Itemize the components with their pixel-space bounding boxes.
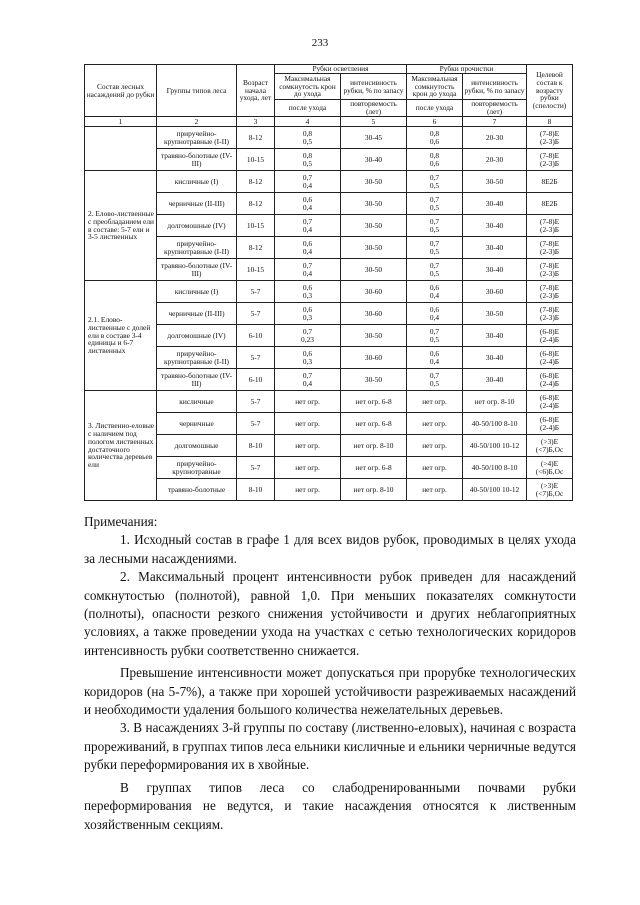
- target-composition-line: (2-3)Б: [540, 224, 560, 234]
- osv-closure: [275, 171, 341, 193]
- osv-closure-line: 0,7: [302, 260, 313, 270]
- osv-closure-line: 0,6: [302, 348, 313, 358]
- header-composition: Состав лесных насаждений до рубки: [85, 65, 157, 117]
- column-number: 6: [407, 117, 463, 127]
- target-composition-line: (6-8)Е: [539, 326, 560, 336]
- table-row: [85, 237, 573, 259]
- target-composition-line: (<7)Б,Ос: [535, 444, 564, 454]
- pr-closure-line: нет огр.: [422, 440, 447, 450]
- target-composition-line: 8Е2Б: [541, 176, 558, 186]
- osv-intensity: 30-50: [341, 369, 407, 391]
- note-3: 3. В насаждениях 3-й группы по составу (лиственно-еловых), начиная с возраста прореживаний, в группах типов леса ельники кисличные и ельники черничные ведутся рубки переформирования их в хвойные.: [84, 720, 576, 773]
- pr-intensity: 20-30: [463, 149, 527, 171]
- osv-closure-line: 0,7: [302, 172, 313, 182]
- forest-type: травяно-болотные: [157, 479, 237, 501]
- target-composition-line: (6-8)Е: [539, 414, 560, 424]
- start-age: 6-10: [237, 369, 275, 391]
- target-composition-line: (7-8)Е: [539, 150, 560, 160]
- target-composition-line: 8Е2Б: [541, 198, 558, 208]
- osv-closure-line: 0,4: [302, 224, 313, 234]
- osv-closure-line: 0,3: [302, 312, 313, 322]
- pr-intensity: 30-40: [463, 369, 527, 391]
- osv-closure: [275, 237, 341, 259]
- osv-closure-line: 0,7: [302, 370, 313, 380]
- osv-closure: [275, 435, 341, 457]
- osv-closure: [275, 457, 341, 479]
- forest-type: травяно-болотные (IV-III): [157, 369, 237, 391]
- pr-closure-line: 0,7: [429, 238, 440, 248]
- pr-intensity: нет огр. 8-10: [463, 391, 527, 413]
- table-row: [85, 303, 573, 325]
- table-row: [85, 149, 573, 171]
- pr-closure-line: 0,4: [429, 356, 440, 366]
- start-age: 8-12: [237, 171, 275, 193]
- target-composition: [527, 281, 573, 303]
- pr-closure: [407, 193, 463, 215]
- start-age: 5-7: [237, 347, 275, 369]
- target-composition-line: (2-3)Б: [540, 268, 560, 278]
- target-composition: [527, 171, 573, 193]
- pr-intensity: 30-40: [463, 193, 527, 215]
- header-forest-types: Группы типов леса: [157, 65, 237, 117]
- osv-intensity: 30-60: [341, 303, 407, 325]
- target-composition: [527, 237, 573, 259]
- pr-closure: [407, 369, 463, 391]
- pr-closure-line: 0,6: [429, 282, 440, 292]
- table-row: [85, 457, 573, 479]
- start-age: 10-15: [237, 259, 275, 281]
- table-row: [85, 127, 573, 149]
- target-composition: [527, 369, 573, 391]
- osv-closure-line: 0,8: [302, 150, 313, 160]
- pr-closure-line: 0,5: [429, 246, 440, 256]
- osv-closure: [275, 259, 341, 281]
- pr-closure: [407, 281, 463, 303]
- osv-closure: [275, 281, 341, 303]
- target-composition-line: (7-8)Е: [539, 260, 560, 270]
- osv-intensity: нет огр. 6-8: [341, 413, 407, 435]
- pr-closure-line: нет огр.: [422, 462, 447, 472]
- pr-intensity: 30-50: [463, 303, 527, 325]
- target-composition-line: (7-8)Е: [539, 282, 560, 292]
- forest-type: черничные (II-III): [157, 303, 237, 325]
- pr-closure: [407, 127, 463, 149]
- osv-closure-line: 0,8: [302, 128, 313, 138]
- header-osv-repeat: повторяемость (лет): [341, 100, 407, 117]
- target-composition-line: (2-3)Б: [540, 136, 560, 146]
- target-composition: [527, 457, 573, 479]
- pr-closure-line: 0,4: [429, 312, 440, 322]
- osv-closure-line: 0,6: [302, 238, 313, 248]
- target-composition: [527, 391, 573, 413]
- target-composition-line: (6-8)Е: [539, 348, 560, 358]
- target-composition-line: (2-4)Б: [540, 334, 560, 344]
- osv-intensity: 30-40: [341, 149, 407, 171]
- osv-closure: [275, 215, 341, 237]
- table-row: [85, 215, 573, 237]
- forest-type: приручейно-крупнотравные (I-II): [157, 127, 237, 149]
- osv-intensity: 30-60: [341, 347, 407, 369]
- osv-closure: [275, 479, 341, 501]
- start-age: 5-7: [237, 281, 275, 303]
- pr-closure-line: нет огр.: [422, 418, 447, 428]
- table-row: [85, 325, 573, 347]
- osv-intensity: нет огр. 8-10: [341, 435, 407, 457]
- osv-closure: [275, 413, 341, 435]
- target-composition-line: (7-8)Е: [539, 304, 560, 314]
- note-2-cont: Превышение интенсивности может допускаться при прорубке технологических коридоров (на 5-7%), а также при хорошей устойчивости разреживаемых насаждений и необходимости удаления большого количества нежелательных деревьев.: [84, 665, 576, 718]
- osv-closure-line: 0,3: [302, 356, 313, 366]
- start-age: 5-7: [237, 303, 275, 325]
- pr-intensity: 40-50/100 8-10: [463, 413, 527, 435]
- target-composition-line: (2-4)Б: [540, 378, 560, 388]
- osv-closure-line: нет огр.: [295, 396, 320, 406]
- pr-intensity: 30-40: [463, 325, 527, 347]
- pr-closure-line: 0,6: [429, 158, 440, 168]
- target-composition: [527, 347, 573, 369]
- table-row: [85, 479, 573, 501]
- forest-type: долгомошные (IV): [157, 215, 237, 237]
- pr-intensity: 30-60: [463, 281, 527, 303]
- osv-closure-line: 0,4: [302, 246, 313, 256]
- start-age: 10-15: [237, 215, 275, 237]
- osv-closure-line: 0,4: [302, 180, 313, 190]
- column-number: 1: [85, 117, 157, 127]
- forest-type: долгомошные: [157, 435, 237, 457]
- header-target: Целевой состав к возрасту рубки (спелости): [527, 65, 573, 117]
- note-2: 2. Максимальный процент интенсивности рубок приведен для насаждений сомкнутостью (полнотой), равной 1,0. При меньших показателях сомкнутости (полноты), опасности резкого снижения устойчивости и других неблагоприятных условиях, а также проведении ухода на участках с сетью технологических коридоров интенсивность рубки соответственно снижается.: [84, 569, 576, 658]
- pr-closure-line: 0,6: [429, 348, 440, 358]
- pr-closure: [407, 413, 463, 435]
- target-composition-line: (>3)Е: [540, 436, 559, 446]
- target-composition-line: (2-3)Б: [540, 312, 560, 322]
- start-age: 5-7: [237, 391, 275, 413]
- pr-closure-line: 0,5: [429, 334, 440, 344]
- osv-intensity: 30-50: [341, 171, 407, 193]
- forest-type: травяно-болотные (IV-III): [157, 259, 237, 281]
- pr-closure: [407, 391, 463, 413]
- table-row: [85, 435, 573, 457]
- osv-closure: [275, 369, 341, 391]
- page-number: 233: [311, 37, 329, 49]
- pr-intensity: 30-50: [463, 171, 527, 193]
- pr-closure: [407, 237, 463, 259]
- column-number: 2: [157, 117, 237, 127]
- target-composition-line: (2-3)Б: [540, 158, 560, 168]
- forest-type: кисличные: [157, 391, 237, 413]
- target-composition-line: (7-8)Е: [539, 216, 560, 226]
- pr-closure-line: 0,7: [429, 326, 440, 336]
- osv-closure-line: 0,4: [302, 202, 313, 212]
- pr-intensity: 40-50/100 10-12: [463, 435, 527, 457]
- osv-closure-line: 0,7: [302, 216, 313, 226]
- target-composition-line: (2-4)Б: [540, 356, 560, 366]
- table-header: [85, 65, 573, 127]
- osv-intensity: 30-50: [341, 259, 407, 281]
- group-label: 2. Елово-лиственные с преобладанием ели в составе: 5-7 ели и 3-5 лиственных: [85, 171, 157, 281]
- start-age: 8-10: [237, 479, 275, 501]
- osv-closure-line: 0,4: [302, 378, 313, 388]
- table-row: [85, 193, 573, 215]
- pr-closure-line: нет огр.: [422, 396, 447, 406]
- osv-closure-line: 0,23: [301, 334, 314, 344]
- target-composition: [527, 479, 573, 501]
- target-composition-line: (<7)Б,Ос: [535, 488, 564, 498]
- osv-closure-line: нет огр.: [295, 462, 320, 472]
- pr-closure-line: 0,6: [429, 304, 440, 314]
- osv-intensity: 30-50: [341, 193, 407, 215]
- header-pr-intensity: интенсивность рубки, % по запасу: [463, 74, 527, 100]
- target-composition-line: (7-8)Е: [539, 238, 560, 248]
- osv-intensity: 30-50: [341, 325, 407, 347]
- osv-closure-line: 0,6: [302, 282, 313, 292]
- pr-closure: [407, 303, 463, 325]
- forest-type: травяно-болотные (IV-III): [157, 149, 237, 171]
- pr-closure: [407, 325, 463, 347]
- osv-closure: [275, 325, 341, 347]
- osv-closure: [275, 127, 341, 149]
- osv-intensity: 30-50: [341, 215, 407, 237]
- note-1: 1. Исходный состав в графе 1 для всех видов рубок, проводимых в целях ухода за лесными насаждениями.: [84, 532, 576, 566]
- osv-intensity: нет огр. 8-10: [341, 479, 407, 501]
- pr-intensity: 30-40: [463, 215, 527, 237]
- table-row: [85, 259, 573, 281]
- osv-intensity: нет огр. 6-8: [341, 457, 407, 479]
- thinning-table: [84, 64, 573, 501]
- pr-closure: [407, 149, 463, 171]
- forest-type: черничные: [157, 413, 237, 435]
- osv-closure: [275, 193, 341, 215]
- target-composition-line: (2-3)Б: [540, 290, 560, 300]
- pr-intensity: 30-40: [463, 347, 527, 369]
- start-age: 5-7: [237, 413, 275, 435]
- column-numbers-row: [85, 117, 573, 127]
- target-composition-line: (2-4)Б: [540, 422, 560, 432]
- forest-type: приручейно-крупнотравные (I-II): [157, 237, 237, 259]
- forest-type: приручейно-крупнотравные (I-II): [157, 347, 237, 369]
- target-composition: [527, 325, 573, 347]
- table-row: [85, 171, 573, 193]
- pr-closure-line: нет огр.: [422, 484, 447, 494]
- pr-closure-line: 0,7: [429, 260, 440, 270]
- osv-closure-line: 0,7: [302, 326, 313, 336]
- start-age: 8-12: [237, 237, 275, 259]
- start-age: 8-10: [237, 435, 275, 457]
- pr-closure: [407, 215, 463, 237]
- osv-closure: [275, 391, 341, 413]
- target-composition: [527, 193, 573, 215]
- forest-type: кисличные (I): [157, 171, 237, 193]
- target-composition: [527, 259, 573, 281]
- table-row: [85, 369, 573, 391]
- group-label: 2.1. Елово-лиственные с долей ели в составе 3-4 единицы и 6-7 лиственных: [85, 281, 157, 391]
- osv-closure-line: 0,5: [302, 158, 313, 168]
- group-label: [85, 127, 157, 171]
- target-composition-line: (7-8)Е: [539, 128, 560, 138]
- forest-type: долгомошные (IV): [157, 325, 237, 347]
- start-age: 5-7: [237, 457, 275, 479]
- pr-closure-line: 0,5: [429, 180, 440, 190]
- forest-type: приручейно-крупнотравные: [157, 457, 237, 479]
- pr-intensity: 40-50/100 10-12: [463, 479, 527, 501]
- start-age: 10-15: [237, 149, 275, 171]
- target-composition-line: (6-8)Е: [539, 392, 560, 402]
- forest-type: черничные (II-III): [157, 193, 237, 215]
- note-3-cont: В группах типов леса со слабодренированными почвами рубки переформирования не ведутся, и такие насаждения относятся к лиственным хозяйственным секциям.: [84, 779, 576, 832]
- osv-closure-line: 0,4: [302, 268, 313, 278]
- notes-section: [84, 513, 576, 834]
- target-composition-line: (6-8)Е: [539, 370, 560, 380]
- column-number: 5: [341, 117, 407, 127]
- group-label: 3. Лиственно-еловые с наличием под пологом лиственных достаточного количества деревьев ели: [85, 391, 157, 501]
- target-composition-line: (2-4)Б: [540, 400, 560, 410]
- target-composition-line: (2-3)Б: [540, 246, 560, 256]
- pr-intensity: 30-40: [463, 259, 527, 281]
- pr-closure-line: 0,7: [429, 172, 440, 182]
- osv-closure-line: 0,6: [302, 304, 313, 314]
- table-row: [85, 281, 573, 303]
- target-composition: [527, 413, 573, 435]
- start-age: 8-12: [237, 127, 275, 149]
- pr-closure: [407, 457, 463, 479]
- start-age: 6-10: [237, 325, 275, 347]
- osv-intensity: 30-50: [341, 237, 407, 259]
- pr-closure-line: 0,7: [429, 216, 440, 226]
- header-pr-after: после ухода: [407, 100, 463, 117]
- pr-closure: [407, 479, 463, 501]
- osv-intensity: нет огр. 6-8: [341, 391, 407, 413]
- osv-closure-line: нет огр.: [295, 440, 320, 450]
- column-number: 7: [463, 117, 527, 127]
- osv-closure: [275, 303, 341, 325]
- pr-closure-line: 0,5: [429, 224, 440, 234]
- osv-closure-line: 0,6: [302, 194, 313, 204]
- pr-closure: [407, 259, 463, 281]
- target-composition: [527, 127, 573, 149]
- osv-closure: [275, 347, 341, 369]
- target-composition: [527, 215, 573, 237]
- header-pr-repeat: повторяемость (лет): [463, 100, 527, 117]
- column-number: 8: [527, 117, 573, 127]
- osv-closure-line: 0,3: [302, 290, 313, 300]
- osv-closure-line: нет огр.: [295, 484, 320, 494]
- target-composition-line: (>3)Е: [540, 480, 559, 490]
- pr-closure-line: 0,8: [429, 150, 440, 160]
- pr-closure: [407, 171, 463, 193]
- forest-type: кисличные (I): [157, 281, 237, 303]
- header-pr-closure: Максимальная сомкнутость крон до ухода: [407, 74, 463, 100]
- pr-closure: [407, 435, 463, 457]
- osv-intensity: 30-45: [341, 127, 407, 149]
- pr-closure: [407, 347, 463, 369]
- header-osv: Рубки осветления: [275, 65, 407, 74]
- pr-closure-line: 0,7: [429, 194, 440, 204]
- column-number: 3: [237, 117, 275, 127]
- pr-closure-line: 0,8: [429, 128, 440, 138]
- table-body: [85, 127, 573, 501]
- column-number: 4: [275, 117, 341, 127]
- pr-closure-line: 0,4: [429, 290, 440, 300]
- pr-closure-line: 0,5: [429, 202, 440, 212]
- pr-closure-line: 0,7: [429, 370, 440, 380]
- header-proch: Рубки прочистки: [407, 65, 527, 74]
- target-composition-line: (>4)Е: [540, 458, 559, 468]
- pr-closure-line: 0,6: [429, 136, 440, 146]
- header-osv-after: после ухода: [275, 100, 341, 117]
- pr-closure-line: 0,5: [429, 378, 440, 388]
- osv-intensity: 30-60: [341, 281, 407, 303]
- osv-closure-line: нет огр.: [295, 418, 320, 428]
- table-row: [85, 391, 573, 413]
- header-age: Возраст начала ухода, лет: [237, 65, 275, 117]
- target-composition: [527, 435, 573, 457]
- header-osv-closure: Максимальная сомкнутость крон до ухода: [275, 74, 341, 100]
- target-composition: [527, 149, 573, 171]
- start-age: 8-12: [237, 193, 275, 215]
- pr-intensity: 40-50/100 8-10: [463, 457, 527, 479]
- table-row: [85, 413, 573, 435]
- osv-closure: [275, 149, 341, 171]
- pr-intensity: 20-30: [463, 127, 527, 149]
- target-composition-line: (<6)Б,Ос: [535, 466, 564, 476]
- pr-intensity: 30-40: [463, 237, 527, 259]
- notes-title: Примечания:: [84, 514, 158, 529]
- pr-closure-line: 0,5: [429, 268, 440, 278]
- target-composition: [527, 303, 573, 325]
- table-row: [85, 347, 573, 369]
- header-osv-intensity: интенсивность рубки, % по запасу: [341, 74, 407, 100]
- osv-closure-line: 0,5: [302, 136, 313, 146]
